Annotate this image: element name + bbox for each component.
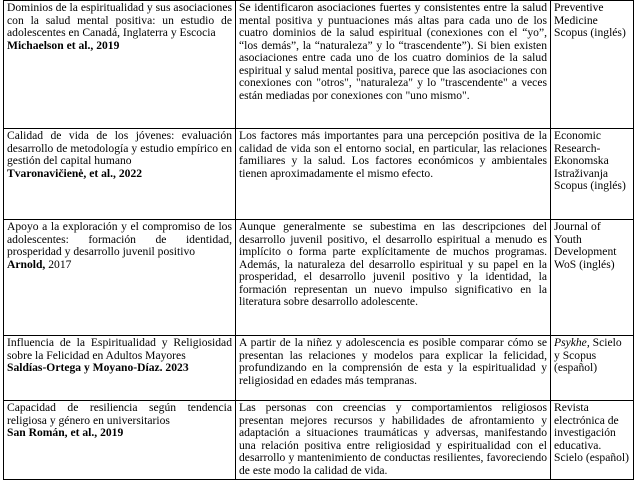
table-row <box>4 336 634 401</box>
study-cell <box>4 401 236 480</box>
study-author: Saldías-Ortega y Moyano-Díaz. 2023 <box>7 361 189 375</box>
study-author: Tvaronavičienė, et al., 2022 <box>7 166 143 180</box>
finding-cell: Aunque generalmente se subestima en las descripciones del desarrollo juvenil positivo, el desarrollo espiritual a menudo es implícito o forma parte explícitamente de muchos programas. Además, la naturaleza del desarrollo espiritual y su papel en la prosperidad, el desarrollo juvenil positivo y la identidad, la formación representan un nuevo impulso significativo en la literatura sobre desarrollo adolescente. <box>236 220 551 336</box>
table-row <box>4 401 634 480</box>
study-author: Arnold, 2017 <box>7 257 72 271</box>
finding-cell: A partir de la niñez y adolescencia es posible comparar cómo se presentan las relaciones y modelos para explicar la felicidad, profundizando en la comprensión de esta y la espiritualidad y religiosidad en edades más tempranas. <box>236 336 551 401</box>
study-title: Apoyo a la exploración y el compromiso de los adolescentes: formación de identidad, prosperidad y desarrollo juvenil positivo <box>7 220 232 259</box>
study-title: Calidad de vida de los jóvenes: evaluación desarrollo de metodología y estudio empírico en gestión del capital humano <box>7 129 232 168</box>
source-cell: Revista electrónica de investigación educativa. Scielo (español) <box>551 401 634 480</box>
literature-table <box>3 0 634 480</box>
source-cell: Journal of Youth Development WoS (inglés) <box>551 220 634 336</box>
source-cell: Preventive Medicine Scopus (inglés) <box>551 1 634 129</box>
study-title: Influencia de la Espiritualidad y Religiosidad sobre la Felicidad en Adultos Mayores <box>7 336 232 362</box>
table-row <box>4 220 634 336</box>
table-row <box>4 129 634 220</box>
finding-cell: Se identificaron asociaciones fuertes y consistentes entre la salud mental positiva y puntuaciones más altas para cada uno de los cuatro dominios de la salud espiritual (conexiones con el “yo”, “los demás”, la “naturaleza” y lo “trascendente”). Si bien existen asociaciones entre cada uno de los cuatro dominios de la salud espiritual y salud mental positiva, parece que las asociaciones con conexiones con "otros", "naturaleza" y lo "trascendente" a veces están mediadas por conexiones con "uno mismo". <box>236 1 551 129</box>
finding-cell: Las personas con creencias y comportamientos religiosos presentan mejores recursos y habilidades de afrontamiento y adaptación a situaciones traumáticas y adversas, manifestando una relación positiva entre religiosidad y espiritualidad con el desarrollo y mantenimiento de conductas resilientes, favoreciendo de este modo la calidad de vida. <box>236 401 551 480</box>
study-cell <box>4 336 236 401</box>
finding-cell: Los factores más importantes para una percepción positiva de la calidad de vida son el entorno social, en particular, las relaciones familiares y la salud. Los factores económicos y ambientales tienen aproximadamente el mismo efecto. <box>236 129 551 220</box>
study-cell <box>4 1 236 129</box>
study-title: Dominios de la espiritualidad y sus asociaciones con la salud mental positiva: un estudio de adolescentes en Canadá, Inglaterra y Escocia <box>7 1 232 40</box>
study-title: Capacidad de resiliencia según tendencia religiosa y género en universitarios <box>7 401 232 427</box>
table-row <box>4 1 634 129</box>
study-author: San Román, et al., 2019 <box>7 426 124 440</box>
study-author: Michaelson et al., 2019 <box>7 38 120 52</box>
study-cell <box>4 220 236 336</box>
source-cell: Economic Research-Ekonomska Istraživanja Scopus (inglés) <box>551 129 634 220</box>
source-cell: Psykhe, Scielo y Scopus (español) <box>551 336 634 401</box>
study-cell <box>4 129 236 220</box>
